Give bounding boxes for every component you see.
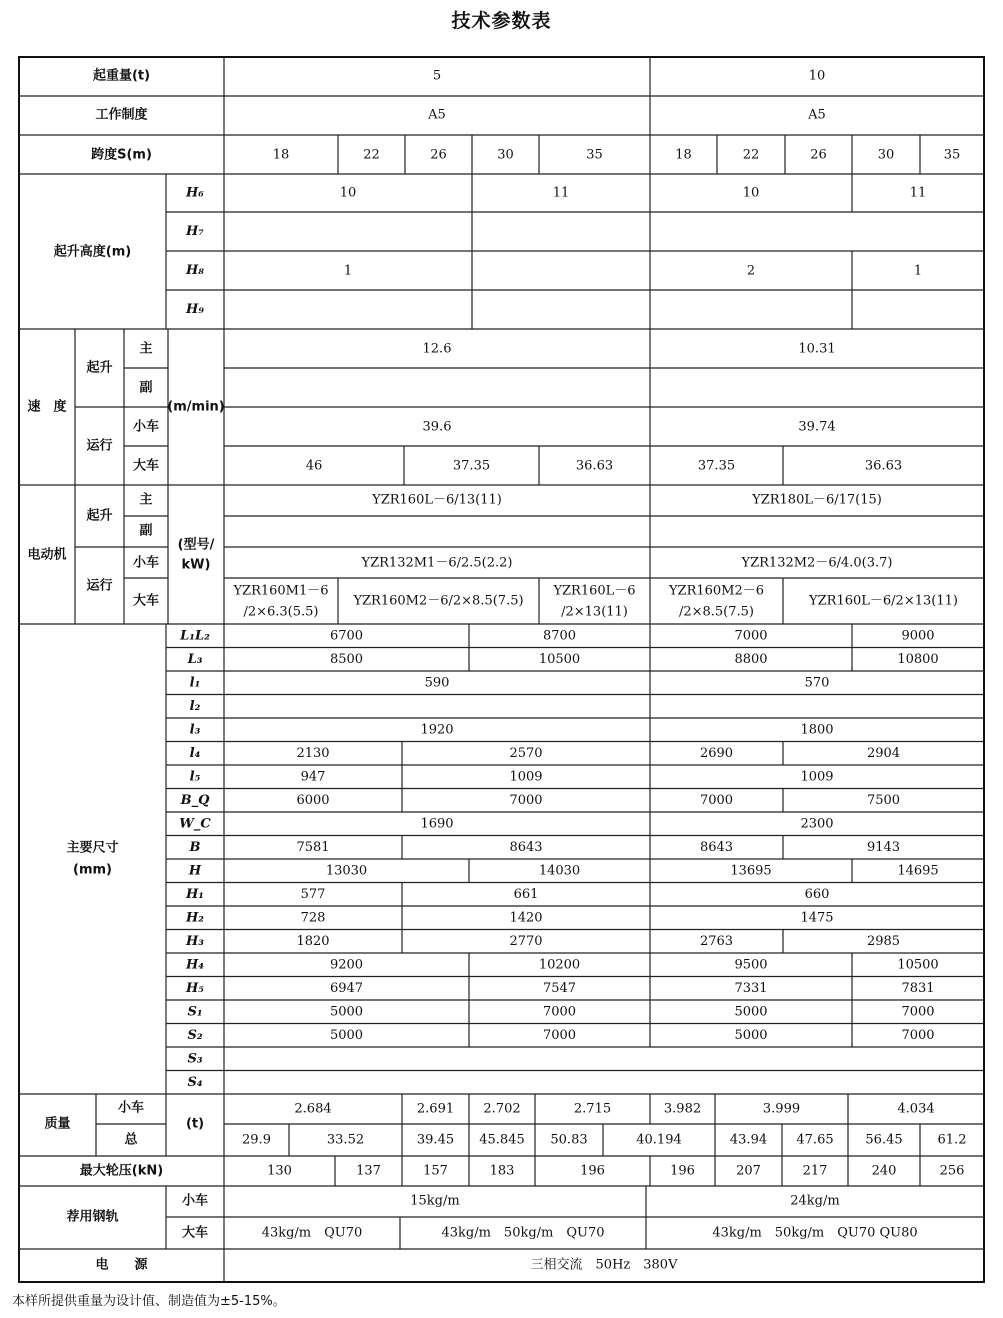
dim-code-H2: H₂: [186, 910, 204, 926]
dim-code-S1: S₁: [187, 1004, 203, 1020]
power-value: 三相交流 50Hz 380V: [530, 1257, 678, 1273]
label-total: 总: [124, 1132, 138, 1148]
label-duty: 工作制度: [95, 107, 148, 123]
wheel-load-value: 130: [267, 1163, 292, 1179]
mass-value: 2.702: [483, 1101, 521, 1117]
dim-value-H4: 10500: [897, 957, 939, 973]
label-lift-height: 起升高度(m): [53, 244, 132, 260]
dim-value-BQ: 6000: [296, 792, 330, 808]
table-border: [19, 57, 984, 1282]
label-trolley: 小车: [132, 419, 160, 435]
label-power: 电 源: [95, 1257, 148, 1273]
dim-code-L1L2: L₁L₂: [180, 628, 210, 644]
dim-value-S2: 7000: [542, 1027, 577, 1043]
dim-value-WC: 1690: [420, 816, 454, 832]
span-value: 18: [272, 147, 290, 163]
dim-value-S2: 7000: [901, 1027, 935, 1043]
label-hoist: 起升: [86, 360, 113, 376]
span-value: 26: [430, 147, 447, 163]
dim-value-L1L2: 6700: [329, 628, 364, 644]
dim-value-l3: 1920: [420, 722, 454, 738]
span-value: 26: [810, 147, 827, 163]
speed-unit: (m/min): [167, 399, 225, 415]
dim-code-L3: L₃: [187, 651, 203, 667]
label-hoist: 起升: [86, 508, 113, 524]
motor-model: YZR160L－6/2×13(11): [809, 593, 958, 609]
label-crane: 大车: [132, 458, 160, 474]
label-max-wheel-load: 最大轮压(kN): [79, 1163, 164, 1179]
duty-value: A5: [428, 107, 446, 123]
dim-code-H5: H₅: [186, 980, 204, 996]
wheel-load-value: 217: [802, 1163, 828, 1179]
dim-code-l3: l₃: [189, 722, 201, 738]
rail-value: 24kg/m: [790, 1193, 840, 1209]
dim-value-l1: 590: [424, 675, 450, 691]
page-title: 技术参数表: [451, 10, 552, 32]
dim-value-H3: 2763: [699, 933, 734, 949]
mass-value: 29.9: [242, 1132, 271, 1148]
motor-model: YZR180L－6/17(15): [752, 492, 882, 508]
dim-value-L3: 10800: [897, 651, 939, 667]
mass-value: 45.845: [479, 1132, 525, 1148]
dim-value-H3: 2770: [509, 933, 543, 949]
span-value: 35: [586, 147, 603, 163]
dim-value-S1: 5000: [734, 1004, 768, 1020]
dim-value-L3: 8500: [329, 651, 364, 667]
duty-value: A5: [808, 107, 826, 123]
dim-value-l3: 1800: [800, 722, 834, 738]
span-value: 30: [497, 147, 514, 163]
mass-value: 4.034: [897, 1101, 935, 1117]
motor-model: /2×13(11): [561, 604, 628, 620]
dim-value-l4: 2570: [509, 745, 543, 761]
dim-code-H9: H₉: [186, 302, 204, 317]
dim-value-H: 13030: [325, 863, 368, 879]
dim-value-H: 14695: [897, 863, 939, 879]
wheel-load-value: 256: [939, 1163, 965, 1179]
motor-model: YZR160M2－6/2×8.5(7.5): [353, 593, 524, 609]
dim-value-H3: 2985: [866, 933, 901, 949]
dim-code-B: B: [189, 839, 201, 855]
dim-value-BQ: 7500: [866, 792, 901, 808]
label-aux: 副: [139, 380, 153, 396]
dim-value-B: 8643: [699, 839, 734, 855]
dim-value-H4: 9500: [734, 957, 768, 973]
footnote: 本样所提供重量为设计值、制造值为±5-15%。: [12, 1294, 286, 1309]
dim-value-BQ: 7000: [509, 792, 543, 808]
label-motor: 电动机: [27, 547, 67, 563]
dim-value-H5: 7831: [901, 980, 935, 996]
speed-value: 39.6: [422, 419, 452, 435]
dim-code-S4: S₄: [187, 1074, 203, 1090]
dim-value-B: 7581: [296, 839, 330, 855]
dim-value-H2: 1420: [509, 910, 543, 926]
dim-code-S3: S₃: [187, 1051, 203, 1067]
rail-value: 43kg/m 50kg/m QU70 QU80: [712, 1225, 918, 1241]
dim-value-L1L2: 7000: [734, 628, 768, 644]
motor-model: /2×6.3(5.5): [243, 604, 319, 620]
label-capacity: 起重量(t): [92, 68, 151, 84]
dim-code-H7: H₇: [186, 224, 204, 239]
label-main-dims: 主要尺寸: [66, 840, 119, 856]
label-speed: 速 度: [27, 399, 67, 415]
H6-value: 10: [742, 185, 760, 201]
label-main-dims-unit: (mm): [73, 862, 112, 878]
dim-value-H2: 1475: [800, 910, 834, 926]
H8-value: 2: [746, 263, 756, 279]
label-aux: 副: [139, 523, 153, 539]
wheel-load-value: 183: [489, 1163, 515, 1179]
speed-value: 46: [305, 458, 323, 474]
H6-value: 10: [339, 185, 357, 201]
rail-value: 43kg/m QU70: [261, 1225, 363, 1241]
label-travel: 运行: [86, 438, 113, 454]
mass-value: 61.2: [937, 1132, 967, 1148]
speed-value: 37.35: [697, 458, 736, 474]
dim-value-H5: 6947: [329, 980, 364, 996]
dim-code-H3: H₃: [186, 933, 204, 949]
label-crane: 大车: [132, 593, 160, 609]
wheel-load-value: 207: [736, 1163, 761, 1179]
motor-model: YZR160M1－6: [233, 583, 329, 599]
dim-value-S1: 7000: [542, 1004, 577, 1020]
span-value: 22: [742, 147, 760, 163]
dim-code-H6: H₆: [186, 185, 204, 201]
rail-value: 43kg/m 50kg/m QU70: [441, 1225, 605, 1241]
dim-code-H4: H₄: [186, 957, 204, 973]
speed-value: 36.63: [575, 458, 614, 474]
capacity-value: 10: [808, 68, 826, 84]
speed-value: 10.31: [798, 341, 836, 357]
dim-code-S2: S₂: [187, 1027, 203, 1043]
speed-value: 39.74: [798, 419, 836, 435]
motor-model: YZR132M1－6/2.5(2.2): [361, 555, 513, 571]
H8-value: 1: [343, 263, 353, 279]
mass-value: 2.691: [416, 1101, 455, 1117]
dim-value-l4: 2130: [296, 745, 330, 761]
H6-value: 11: [552, 185, 570, 201]
dim-code-BQ: B_Q: [180, 792, 210, 808]
capacity-value: 5: [432, 68, 442, 84]
dim-value-H5: 7547: [542, 980, 577, 996]
dim-value-l4: 2904: [866, 745, 901, 761]
span-value: 18: [675, 147, 692, 163]
span-value: 30: [877, 147, 895, 163]
dim-value-l1: 570: [804, 675, 830, 691]
mass-value: 47.65: [796, 1132, 834, 1148]
mass-value: 3.982: [663, 1101, 702, 1117]
mass-value: 3.999: [762, 1101, 801, 1117]
dim-value-l4: 2690: [699, 745, 734, 761]
mass-value: 50.83: [550, 1132, 588, 1148]
dim-value-L3: 10500: [538, 651, 581, 667]
motor-model: YZR160M2－6: [668, 583, 765, 599]
dim-value-S1: 5000: [329, 1004, 364, 1020]
motor-model: YZR132M2－6/4.0(3.7): [741, 555, 893, 571]
motor-model: /2×8.5(7.5): [678, 604, 755, 620]
dim-value-H1: 577: [300, 886, 326, 902]
wheel-load-value: 240: [871, 1163, 897, 1179]
rail-value: 15kg/m: [410, 1193, 460, 1209]
mass-value: 39.45: [416, 1132, 455, 1148]
dim-value-l5: 1009: [800, 769, 834, 785]
wheel-load-value: 157: [423, 1163, 448, 1179]
mass-value: 43.94: [729, 1132, 768, 1148]
dim-value-H: 14030: [538, 863, 581, 879]
label-rail: 荐用钢轨: [66, 1209, 119, 1225]
dim-value-l5: 947: [300, 769, 326, 785]
dim-code-H: H: [188, 863, 202, 879]
speed-value: 12.6: [422, 341, 452, 357]
label-main: 主: [139, 341, 153, 357]
motor-model: YZR160L－6: [553, 583, 636, 599]
dim-value-H3: 1820: [296, 933, 330, 949]
dim-value-H1: 660: [804, 886, 830, 902]
dim-value-WC: 2300: [800, 816, 834, 832]
motor-unit: kW): [181, 557, 211, 573]
dim-value-L1L2: 9000: [901, 628, 935, 644]
dim-code-H1: H₁: [186, 886, 204, 902]
wheel-load-value: 196: [580, 1163, 605, 1179]
span-value: 35: [943, 147, 961, 163]
span-value: 22: [363, 147, 380, 163]
speed-value: 37.35: [452, 458, 491, 474]
label-mass: 质量: [44, 1116, 71, 1132]
dim-code-l5: l₅: [189, 769, 201, 785]
dim-value-B: 9143: [866, 839, 901, 855]
dim-value-H2: 728: [300, 910, 326, 926]
label-trolley: 小车: [117, 1100, 145, 1116]
label-span: 跨度S(m): [91, 147, 152, 163]
dim-value-S2: 5000: [734, 1027, 768, 1043]
mass-unit: (t): [185, 1116, 205, 1132]
dim-code-l4: l₄: [189, 745, 201, 761]
dim-value-H: 13695: [730, 863, 772, 879]
wheel-load-value: 137: [356, 1163, 381, 1179]
mass-value: 40.194: [636, 1132, 682, 1148]
wheel-load-value: 196: [670, 1163, 695, 1179]
dim-value-l5: 1009: [509, 769, 543, 785]
dim-code-l2: l₂: [189, 698, 201, 714]
H8-value: 1: [913, 263, 923, 279]
dim-value-S2: 5000: [329, 1027, 364, 1043]
dim-value-S1: 7000: [901, 1004, 935, 1020]
dim-value-BQ: 7000: [699, 792, 734, 808]
motor-unit: (型号/: [177, 537, 215, 553]
mass-value: 33.52: [326, 1132, 365, 1148]
dim-code-WC: W_C: [179, 816, 211, 832]
dim-value-H1: 661: [513, 886, 539, 902]
dim-code-l1: l₁: [189, 675, 201, 691]
H6-value: 11: [909, 185, 927, 201]
label-main: 主: [139, 492, 153, 508]
dim-code-H8: H₈: [186, 263, 204, 278]
label-trolley: 小车: [181, 1193, 209, 1209]
dim-value-L1L2: 8700: [542, 628, 577, 644]
speed-value: 36.63: [864, 458, 903, 474]
dim-value-B: 8643: [509, 839, 543, 855]
label-crane: 大车: [181, 1225, 209, 1241]
mass-value: 2.684: [294, 1101, 332, 1117]
motor-model: YZR160L－6/13(11): [372, 492, 502, 508]
dim-value-H4: 9200: [329, 957, 364, 973]
mass-value: 56.45: [865, 1132, 903, 1148]
dim-value-H5: 7331: [734, 980, 768, 996]
mass-value: 2.715: [573, 1101, 612, 1117]
dim-value-H4: 10200: [538, 957, 581, 973]
label-trolley: 小车: [132, 555, 160, 571]
label-travel: 运行: [86, 578, 113, 594]
dim-value-L3: 8800: [734, 651, 768, 667]
